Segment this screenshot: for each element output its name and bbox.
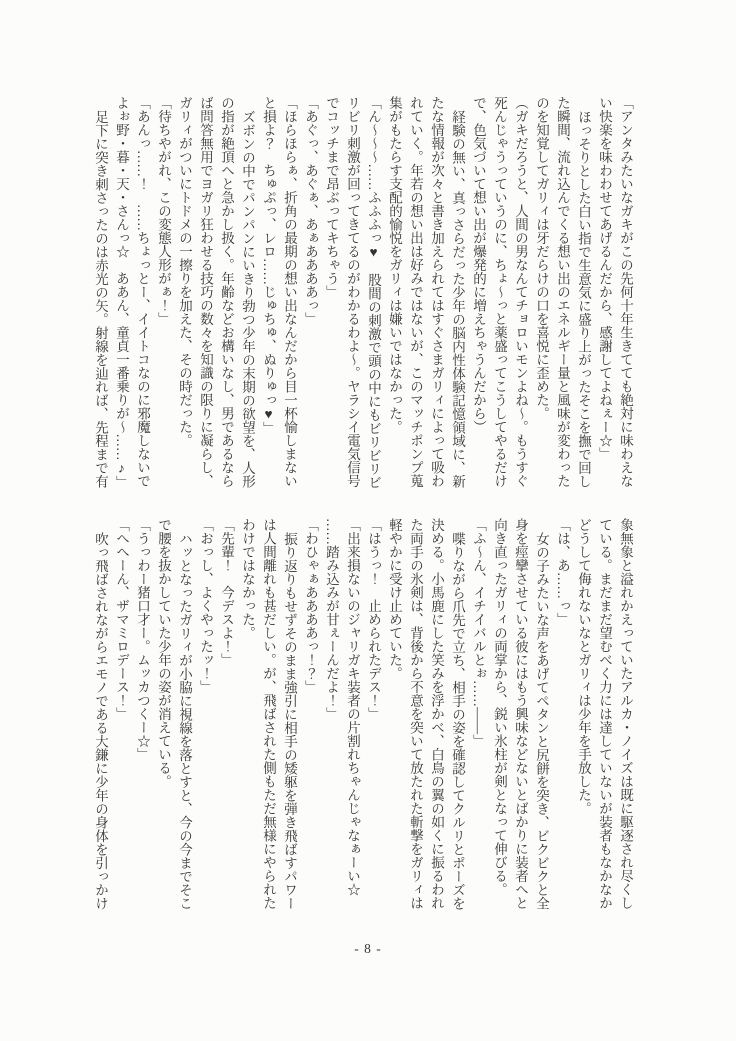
vertical-text-block-top	[88, 96, 636, 490]
paragraph: ハッとなったガリィが小脇に視線を落とすと、今の今までそこで腰を抜かしていた少年の姿が消えている。	[156, 518, 192, 910]
paragraph: 振り返りもせずそのまま強引に相手の矮躯を弾き飛ばすパワーは人間離れも甚だしい。が、飛ばされた側もただ無様にやられたわけではなかった。	[240, 518, 297, 910]
paragraph: 「ん～～～……ふふふっ♥ 股間の刺激で頭の中にもビリビリビリビリ刺激が回ってきてるのがわかるわよ～。ヤラシイ電気信号でコッチまで昂ぶってキちゃう」	[324, 96, 381, 489]
paragraph: 「待ちやがれ、この変態人形がぁ！」	[156, 96, 171, 326]
paragraph: 経験の無い、真っさらだった少年の脳内性体験記憶領域に、新たな情報が次々と書き加えられてはすぐさまガリィによって吸われていく。年若の想い出は好みではないが、このマッチポンプ蒐集がもたらす支配的愉悦をガリィは嫌いではなかった。	[387, 96, 465, 488]
paragraph: 「先輩！ 今デスよ！」	[219, 518, 234, 667]
paragraph: 「ふ～ん、イチイバルとぉ……――」	[471, 518, 486, 748]
paragraph: 「うっわー猪口才ー。ムッカつくー☆」	[135, 518, 150, 761]
paragraph: （ガキだろうと、人間の男なんてチョロいモンよね～。もうすぐ死んじゃうっていうのに、ちょ～っと薬盛ってこうしてやるだけで、色気づいて想い出が爆発的に増えちゃうんだから）	[471, 96, 528, 488]
paragraph: 「あんっ……！ ……ちょっとー、イイトコなのに邪魔しないでよぉ野・暮・天・さんっ☆ ああん、童貞一番乗りが～……♪」	[114, 96, 150, 489]
paragraph: 「おっし、よくやったッ！」	[198, 518, 213, 694]
paragraph: 「出来損ないのジャリガキ装者の片割れちゃんじゃなぁーい☆ ……踏み込みが甘ぇーんだよ！」	[324, 518, 360, 910]
vertical-text-block-bottom	[88, 518, 636, 912]
paragraph: 「わひゃぁああああっ！？」	[303, 518, 318, 694]
paragraph: 足下に突き刺さったのは赤光の矢。射線を辿れば、先程まで有	[93, 109, 108, 488]
page-number: - 8 -	[354, 941, 382, 956]
paragraph: 象無象と溢れかえっていたアルカ・ノイズは既に駆逐され尽くしている。まだまだ望むべく力には達していないが装者もなかなかどうして侮れないなとガリィは少年を手放した。	[576, 518, 633, 910]
paragraph: 「へへーん、ザマミロデース！」	[114, 518, 129, 721]
paragraph: 女の子みたいな声をあげてペタンと尻餅を突き、ビクビクと全身を痙攣させている彼にはもう興味などないとばかりに装者へと向き直ったガリィの両掌から、鋭い氷柱が剣となって伸びる。	[492, 518, 549, 910]
paragraph: 「ほらほらぁ、折角の最期の想い出なんだから目一杯愉しまないと損よ？ ちゅぷっ、レロ……じゅちゅ、ぬりゅっ♥」	[261, 96, 297, 488]
paragraph: ズボンの中でパンパンにいきり勃つ少年の末期の欲望を、人形の指が絶頂へと急かし扱く。年齢などお構いなし、男であるならば問答無用でヨガリ狂わせる技巧の数々を知識の限りに凝らし、ガリィがついにトドメの一擦りを加えた、その時だった。	[177, 96, 255, 488]
paragraph: 「あぐっ、あぐぁ、あぁああああっ」	[303, 96, 318, 326]
paragraph: ほっそりとした白い指で生意気に盛り上がったそこを撫で回した瞬間、流れ込んでくる想い出のエネルギー量と風味が変わったのを知覚してガリィは牙だらけの口を喜悦に歪めた。	[534, 96, 591, 488]
paragraph: 吹っ飛ばされながらエモノである大鎌に少年の身体を引っかけ	[93, 531, 108, 910]
paragraph: 喋りながら爪先で立ち、相手の姿を確認してクルリとポーズを決める。小馬鹿にした笑みを浮かべ、白鳥の翼の如くに振るわれた両手の氷剣は、背後から不意を突いて放たれた斬撃をガリィは軽やかに受け止めていた。	[387, 518, 465, 910]
paragraph: 「は、あ……っ」	[555, 518, 570, 626]
paragraph: 「アンタみたいなガキがこの先何十年生きてても絶対に味わえない快楽を味わわせてあげるんだから、感謝してよねぇー☆」	[597, 96, 633, 488]
paragraph: 「はうっ！ 止められたデス！」	[366, 518, 381, 721]
